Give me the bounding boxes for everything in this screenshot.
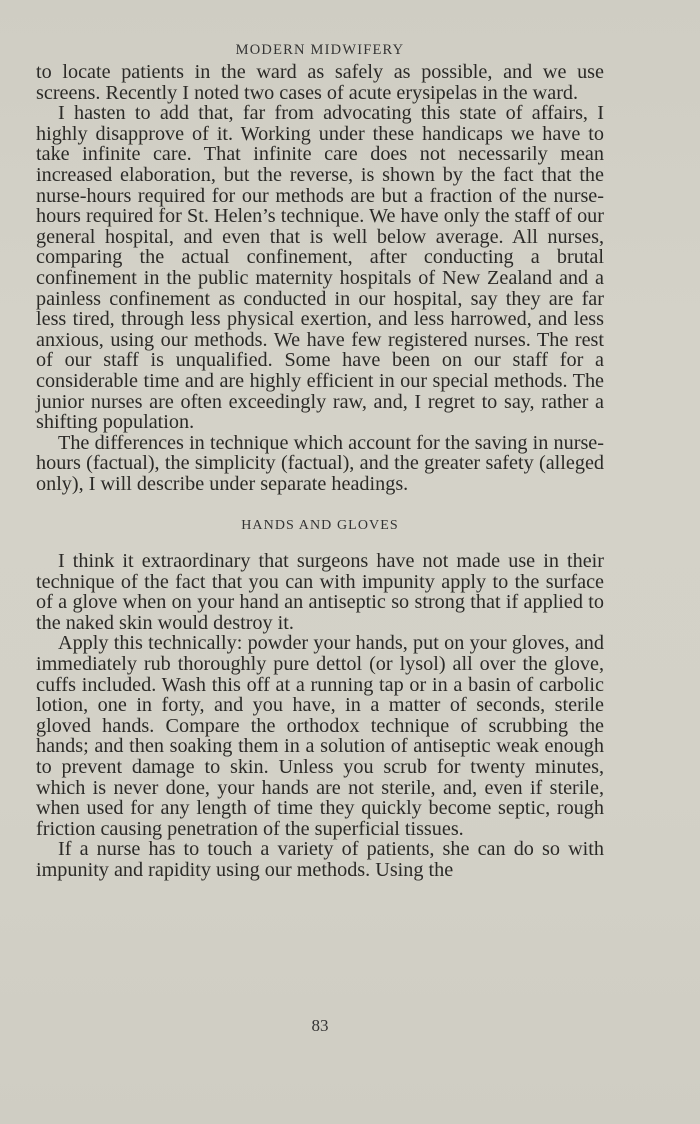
paragraph: to locate patients in the ward as safely as possible, and we use screens. Recently I noted two cases of acute erysipelas in the ward. bbox=[36, 61, 604, 104]
running-head: MODERN MIDWIFERY bbox=[235, 42, 405, 58]
page-number: 83 bbox=[311, 1016, 329, 1035]
paragraph: Apply this technically: powder your hands, put on your gloves, and immediately rub thoroughly pure dettol (or lysol) all over the glove, cuffs included. Wash this off at a running tap or in a basin of carbolic lotion, one in forty, and you have, in a matter of seconds, sterile gloved hands. Compare the orthodox technique of scrubbing the hands; and then soaking them in a solution of antiseptic weak enough to prevent damage to skin. Unless you scrub for twenty minutes, which is never done, your hands are not sterile, and, even if sterile, when used for any length of time they quickly become septic, rough friction causing penetration of the superficial tissues. bbox=[36, 632, 604, 840]
paragraph: I think it extraordinary that surgeons have not made use in their technique of the fact that you can with impunity apply to the surface of a glove when on your hand an antiseptic so strong that if applied to the naked skin would destroy it. bbox=[36, 550, 604, 634]
paragraph: If a nurse has to touch a variety of patients, she can do so with impunity and rapidity using our methods. Using the bbox=[36, 838, 604, 881]
paragraph: I hasten to add that, far from advocating this state of affairs, I highly disapprove of it. Working under these handicaps we have to take infinite care. That infinite care does not necessarily mean increased elaboration, but the reverse, is shown by the fact that the nurse-hours required for our methods are but a fraction of the nurse-hours required for St. Helen’s technique. We have only the staff of our general hospital, and even that is well below average. All nurses, comparing the actual confinement, after conducting a brutal confinement in the public maternity hospitals of New Zealand and a painless confinement as conducted in our hospital, say they are far less tired, through less physical exertion, and less harrowed, and less anxious, using our methods. We have few registered nurses. The rest of our staff is unqualified. Some have been on our staff for a considerable time and are highly efficient in our special methods. The junior nurses are often exceedingly raw, and, I regret to say, rather a shifting population. bbox=[36, 102, 604, 434]
section-heading: HANDS AND GLOVES bbox=[241, 518, 399, 534]
paragraph: The differences in technique which account for the saving in nurse-hours (factual), the simplicity (factual), and the greater safety (alleged only), I will describe under separate headings. bbox=[36, 431, 604, 495]
body-text bbox=[36, 62, 604, 881]
